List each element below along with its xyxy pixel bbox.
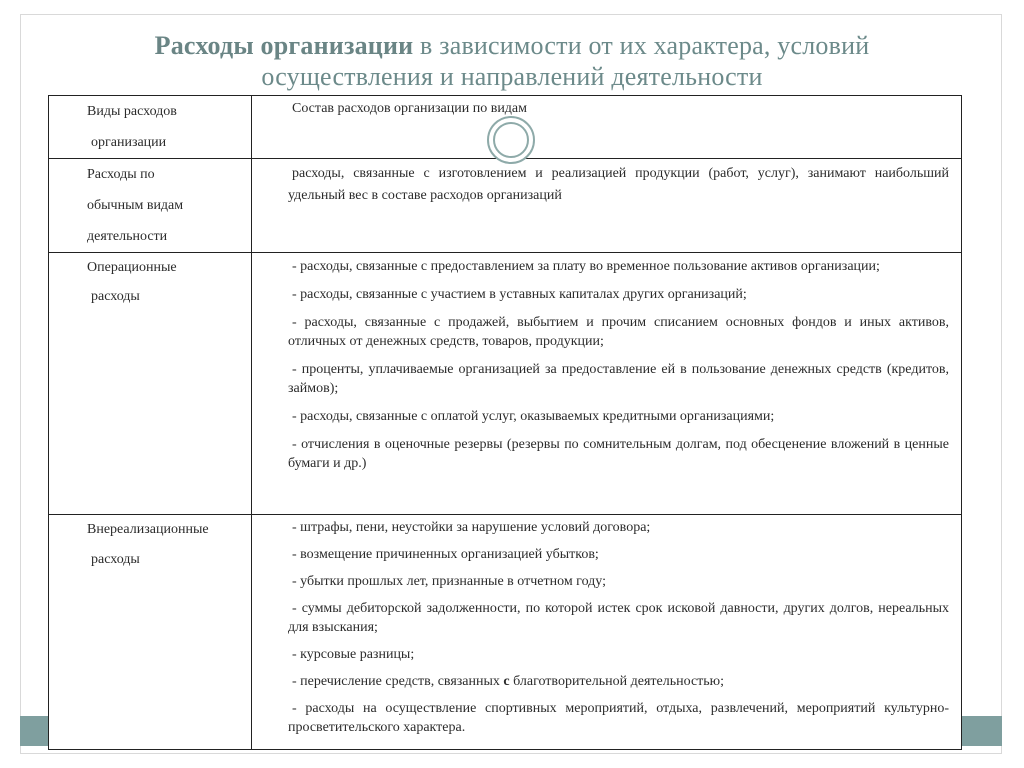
nonoperating-label-text: [49, 515, 251, 575]
expenses-table: [48, 95, 962, 750]
list-item: - расходы, связанные с продажей, выбытием и прочим списанием основных фондов и иных активов, отличных от денежных средств, товаров, продукции;: [288, 315, 949, 349]
ordinary-content-text: [252, 159, 961, 221]
list-item: - проценты, уплачиваемые организацией за предоставление ей в пользование денежных средств (кредитов, займов);: [288, 362, 949, 396]
ordinary-label-line3: деятельности: [87, 229, 168, 244]
slide-title: [30, 30, 994, 92]
ordinary-content-cell: [252, 159, 962, 253]
list-item: - расходы на осуществление спортивных мероприятий, отдыха, развлечений, мероприятий культурно-просветительского характера.: [288, 701, 949, 735]
title-regular-part: в зависимости от их характера, условий: [413, 31, 870, 60]
item6-bold: с: [503, 674, 510, 689]
nonoperating-content-cell: [252, 515, 962, 750]
ordinary-label-text: [49, 159, 251, 252]
header-types-text: [49, 96, 251, 158]
title-line-1: [30, 30, 994, 61]
ordinary-description: расходы, связанные с изготовлением и реализацией продукции (работ, услуг), занимают наибольший удельный вес в составе расходов организаций: [288, 166, 949, 203]
nonoperating-label-line1: Внереализационные: [87, 522, 209, 537]
item6-prefix: - перечисление средств, связанных: [292, 674, 504, 689]
header-cell-types: [49, 96, 252, 159]
operational-content-text: [252, 253, 961, 486]
title-bold-part: Расходы организации: [154, 31, 414, 60]
item6-suffix: благотворительной деятельностью;: [509, 674, 725, 689]
nonoperating-label-cell: [49, 515, 252, 750]
operational-label-cell: [49, 253, 252, 515]
decorative-circle-icon: [487, 116, 535, 164]
header-types-line2: организации: [91, 135, 167, 150]
list-item: - расходы, связанные с участием в уставных капиталах других организаций;: [292, 287, 747, 302]
table-row-ordinary: [49, 159, 962, 253]
title-line-2: осуществления и направлений деятельности: [261, 62, 763, 91]
list-item: - расходы, связанные с предоставлением за плату во временное пользование активов организации;: [292, 259, 880, 274]
list-item: - отчисления в оценочные резервы (резервы по сомнительным долгам, под обесценение вложений в ценные бумаги и др.): [288, 437, 949, 471]
operational-label-line2: расходы: [91, 289, 140, 304]
table-row-operational: [49, 253, 962, 515]
list-item: - суммы дебиторской задолженности, по которой истек срок исковой давности, других долгов, нереальных для взыскания;: [288, 601, 949, 635]
list-item: [288, 672, 949, 691]
ordinary-label-line2: обычным видам: [87, 198, 184, 213]
list-item: - возмещение причиненных организацией убытков;: [292, 547, 599, 562]
table-row-nonoperating: [49, 515, 962, 750]
list-item: - штрафы, пени, неустойки за нарушение условий договора;: [292, 520, 651, 535]
list-item: - расходы, связанные с оплатой услуг, оказываемых кредитными организациями;: [292, 409, 775, 424]
header-composition-label: Состав расходов организации по видам: [292, 101, 528, 116]
header-cell-composition: [252, 96, 962, 159]
list-item: - курсовые разницы;: [292, 647, 415, 662]
operational-label-text: [49, 253, 251, 311]
header-composition-text: [252, 96, 961, 132]
ordinary-label-cell: [49, 159, 252, 253]
nonoperating-content-text: [252, 515, 961, 749]
nonoperating-label-line2: расходы: [91, 552, 140, 567]
ordinary-label-line1: Расходы по: [87, 167, 155, 182]
header-types-line1: Виды расходов: [87, 104, 177, 119]
operational-label-line1: Операционные: [87, 260, 177, 275]
list-item: - убытки прошлых лет, признанные в отчетном году;: [292, 574, 606, 589]
operational-content-cell: [252, 253, 962, 515]
decorative-inner-ring: [493, 122, 529, 158]
